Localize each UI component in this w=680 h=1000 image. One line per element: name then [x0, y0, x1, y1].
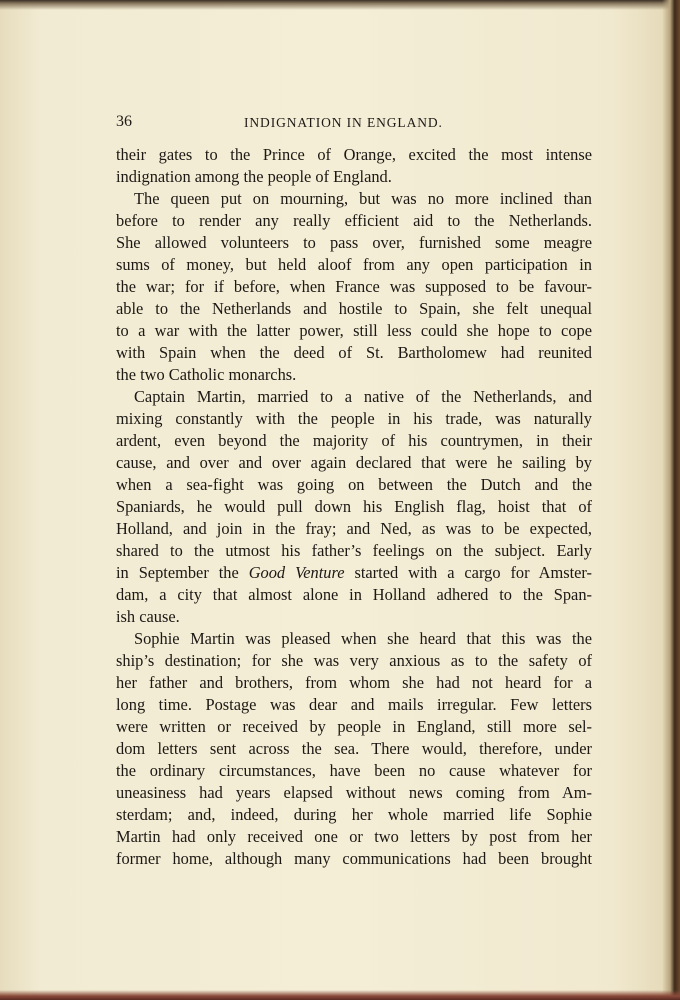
running-head: INDIGNATION IN ENGLAND.: [244, 115, 443, 130]
text-line: Sophie Martin was pleased when she heard that this was the: [134, 629, 592, 648]
text-line: sums of money, but held aloof from any open participation in: [116, 255, 592, 274]
text-line: to a war with the latter power, still less could she hope to cope: [116, 321, 592, 340]
text-line: ship’s destination; for she was very anxious as to the safety of: [116, 651, 592, 670]
text-line: uneasiness had years elapsed without news coming from Am-: [116, 783, 592, 802]
text-line: [116, 562, 592, 584]
text-line: cause, and over and over again declared that were he sailing by: [116, 453, 592, 472]
text-line: shared to the utmost his father’s feelings on the subject. Early: [116, 541, 592, 560]
text-line: the two Catholic monarchs.: [116, 365, 297, 384]
page-header: [116, 113, 591, 135]
text-line: Captain Martin, married to a native of the Netherlands, and: [134, 387, 592, 406]
text-line: ish cause.: [116, 607, 180, 626]
text-line: Holland, and join in the fray; and Ned, as was to be expected,: [116, 519, 592, 538]
text-line: their gates to the Prince of Orange, excited the most intense: [116, 145, 592, 164]
ship-name-italic: Good Venture: [248, 563, 345, 582]
text-line: with Spain when the deed of St. Bartholomew had reunited: [116, 343, 592, 362]
text-line: mixing constantly with the people in his trade, was naturally: [116, 409, 592, 428]
page-bottom-edge: [0, 990, 680, 1000]
text-segment: in September the: [116, 563, 249, 582]
text-line: Martin had only received one or two letters by post from her: [116, 827, 592, 846]
text-line: able to the Netherlands and hostile to Spain, she felt unequal: [116, 299, 592, 318]
text-line: her father and brothers, from whom she had not heard for a: [116, 673, 592, 692]
text-line: dom letters sent across the sea. There would, therefore, under: [116, 739, 592, 758]
text-line: when a sea-fight was going on between the Dutch and the: [116, 475, 592, 494]
page-number: 36: [116, 113, 132, 130]
text-line: indignation among the people of England.: [116, 167, 392, 186]
body-text: [116, 144, 592, 870]
text-line: were written or received by people in England, still more sel-: [116, 717, 592, 736]
text-segment: started with a cargo for Amster-: [344, 563, 592, 582]
text-line: long time. Postage was dear and mails irregular. Few letters: [116, 695, 592, 714]
text-line: dam, a city that almost alone in Holland adhered to the Span-: [116, 585, 592, 604]
text-line: the ordinary circumstances, have been no cause whatever for: [116, 761, 592, 780]
text-line: the war; for if before, when France was supposed to be favour-: [116, 277, 592, 296]
text-line: sterdam; and, indeed, during her whole married life Sophie: [116, 805, 592, 824]
page-binding-edge: [662, 0, 680, 1000]
text-line: ardent, even beyond the majority of his countrymen, in their: [116, 431, 592, 450]
text-line: She allowed volunteers to pass over, furnished some meagre: [116, 233, 592, 252]
text-line: before to render any really efficient aid to the Netherlands.: [116, 211, 592, 230]
text-line: The queen put on mourning, but was no more inclined than: [134, 189, 592, 208]
text-line: Spaniards, he would pull down his English flag, hoist that of: [116, 497, 592, 516]
page-top-shadow: [0, 0, 680, 10]
text-line: former home, although many communications had been brought: [116, 849, 592, 868]
